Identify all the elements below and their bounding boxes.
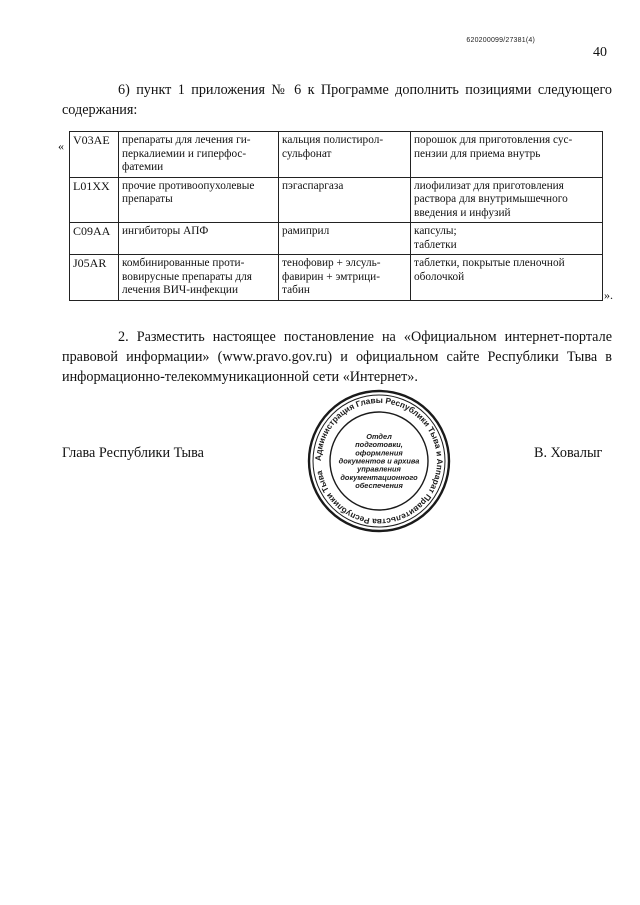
signatory-name: В. Ховалыг (534, 445, 603, 461)
doc-id: 620200099/27381(4) (466, 37, 535, 44)
table-close-quote: ». (604, 288, 613, 302)
table-row (70, 255, 603, 301)
pharm-group-cell: ингибиторы АПФ (119, 223, 279, 255)
intro-paragraph: 6) пункт 1 приложения № 6 к Программе дополнить позициями следующего содержания: (62, 82, 612, 118)
seal-center-line: документационного (340, 472, 418, 482)
table-row (70, 223, 603, 255)
atc-code-cell: J05AR (70, 255, 119, 301)
seal-center-line: Отдел (366, 431, 392, 441)
atc-code-cell: V03AE (70, 132, 119, 178)
dosage-form-cell: таблетки, покрытые пленочной оболочкой (411, 255, 603, 301)
table-open-quote: « (58, 139, 64, 153)
signatory-position: Глава Республики Тыва (62, 445, 204, 461)
inn-cell: рамиприл (279, 223, 411, 255)
dosage-form-cell: порошок для приготовления сус-пензии для приема внутрь (411, 132, 603, 178)
pharm-group-cell: препараты для лечения ги-перкалиемии и гиперфос-фатемии (119, 132, 279, 178)
pharm-group-cell: комбинированные проти-вовирусные препараты для лечения ВИЧ-инфекции (119, 255, 279, 301)
atc-code-cell: L01XX (70, 177, 119, 223)
page-number: 40 (593, 45, 607, 60)
table-row (70, 132, 603, 178)
seal-ring-text: Администрация Главы Республики Тыва и Аппарат Правительства Республики Тыва (312, 394, 446, 528)
dosage-form-cell: капсулы; таблетки (411, 223, 603, 255)
seal-center-line: управления (357, 464, 401, 474)
atc-code-cell: C09AA (70, 223, 119, 255)
publication-paragraph: 2. Разместить настоящее постановление на «Официальном интернет-портале правовой информации» (www.pravo.gov.ru) и официальном сайте Республики Тыва в информационно-телекоммуникационной сети «Интернет». (62, 329, 612, 385)
seal-center-line: обеспечения (355, 481, 403, 491)
pharm-group-cell: прочие противоопухолевые препараты (119, 177, 279, 223)
inn-cell: кальция полистирол-сульфонат (279, 132, 411, 178)
inn-cell: пэгаспаргаза (279, 177, 411, 223)
inn-cell: тенофовир + элсуль-фавирин + эмтрици-табин (279, 255, 411, 301)
seal-center-line: документов и архива (338, 456, 420, 466)
seal-center-line: подготовки, (355, 440, 403, 450)
dosage-form-cell: лиофилизат для приготовления раствора для внутримышечного введения и инфузий (411, 177, 603, 223)
table-row (70, 177, 603, 223)
official-seal (306, 388, 452, 534)
medicines-table (69, 131, 603, 301)
seal-center-line: оформления (355, 448, 403, 458)
